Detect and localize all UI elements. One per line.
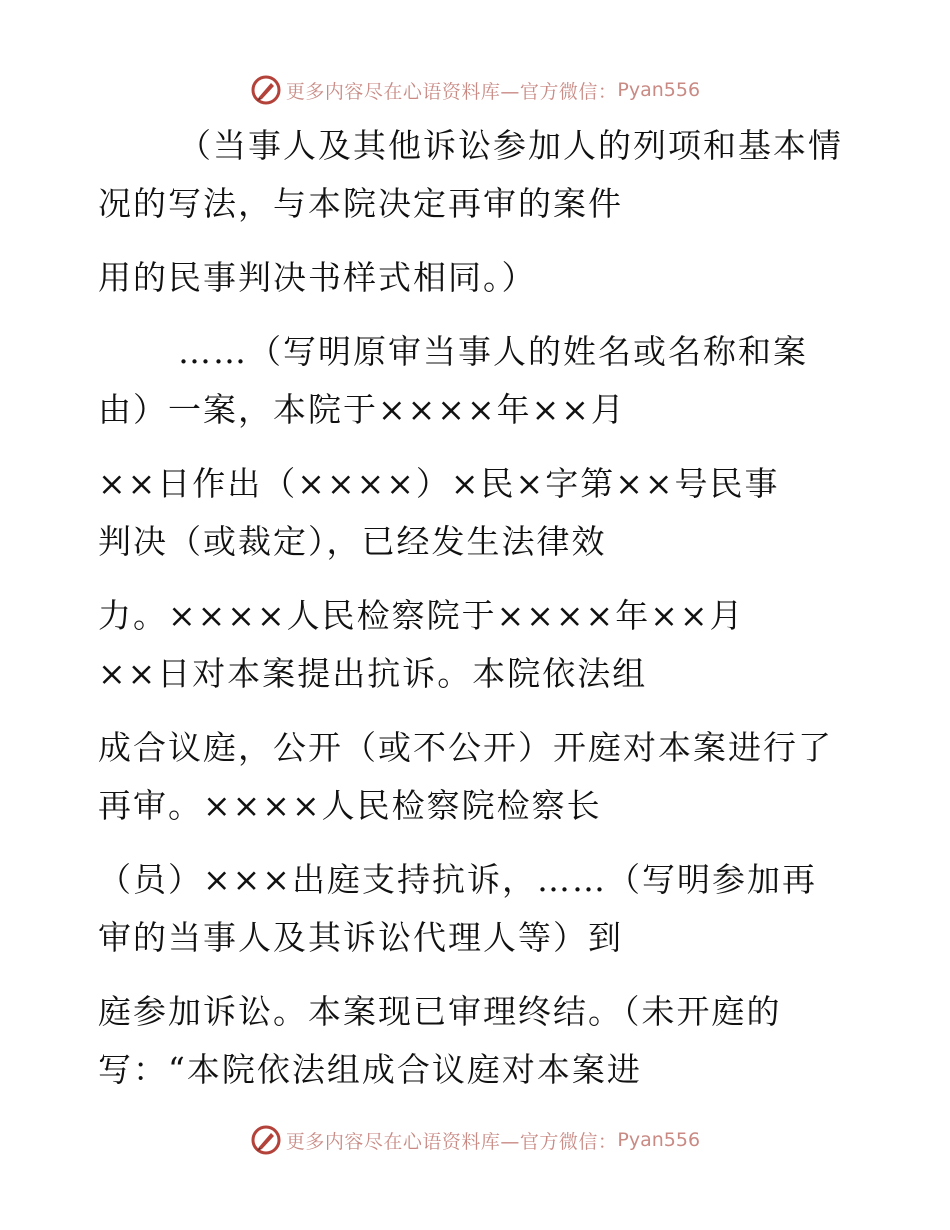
body-line: 庭参加诉讼。本案现已审理终结。（未开庭的 <box>98 992 782 1031</box>
footer-watermark <box>0 1120 950 1160</box>
body-line: （当事人及其他诉讼参加人的列项和基本情 <box>178 126 843 165</box>
watermark-text: 更多内容尽在心语资料库—官方微信： <box>285 80 618 103</box>
body-line: 成合议庭，公开（或不公开）开庭对本案进行了 <box>98 728 833 767</box>
body-line: ××日作出（××××）×民×字第××号民事 <box>98 464 780 503</box>
body-line: 再审。××××人民检察院检察长 <box>98 786 602 825</box>
pen-logo-icon <box>250 1124 282 1156</box>
watermark-text: 更多内容尽在心语资料库—官方微信： <box>285 1130 618 1153</box>
body-line: 写：“本院依法组成合议庭对本案进 <box>98 1050 642 1089</box>
body-line: 审的当事人及其诉讼代理人等）到 <box>98 918 623 957</box>
header-watermark <box>0 70 950 110</box>
body-line: 用的民事判决书样式相同。） <box>98 258 537 297</box>
body-line: （员）×××出庭支持抗诉，……（写明参加再 <box>98 860 817 899</box>
pen-logo-icon <box>250 74 282 106</box>
watermark-wechat-id: Pyan556 <box>617 79 701 101</box>
body-line: 力。××××人民检察院于××××年××月 <box>98 596 745 635</box>
body-line: ……（写明原审当事人的姓名或名称和案 <box>178 332 808 371</box>
body-line: 判决（或裁定），已经发生法律效 <box>98 522 607 561</box>
watermark-wechat-id: Pyan556 <box>617 1129 701 1151</box>
body-line: 况的写法，与本院决定再审的案件 <box>98 184 623 223</box>
body-line: 由）一案，本院于××××年××月 <box>98 390 626 429</box>
body-line: ××日对本案提出抗诉。本院依法组 <box>98 654 648 693</box>
